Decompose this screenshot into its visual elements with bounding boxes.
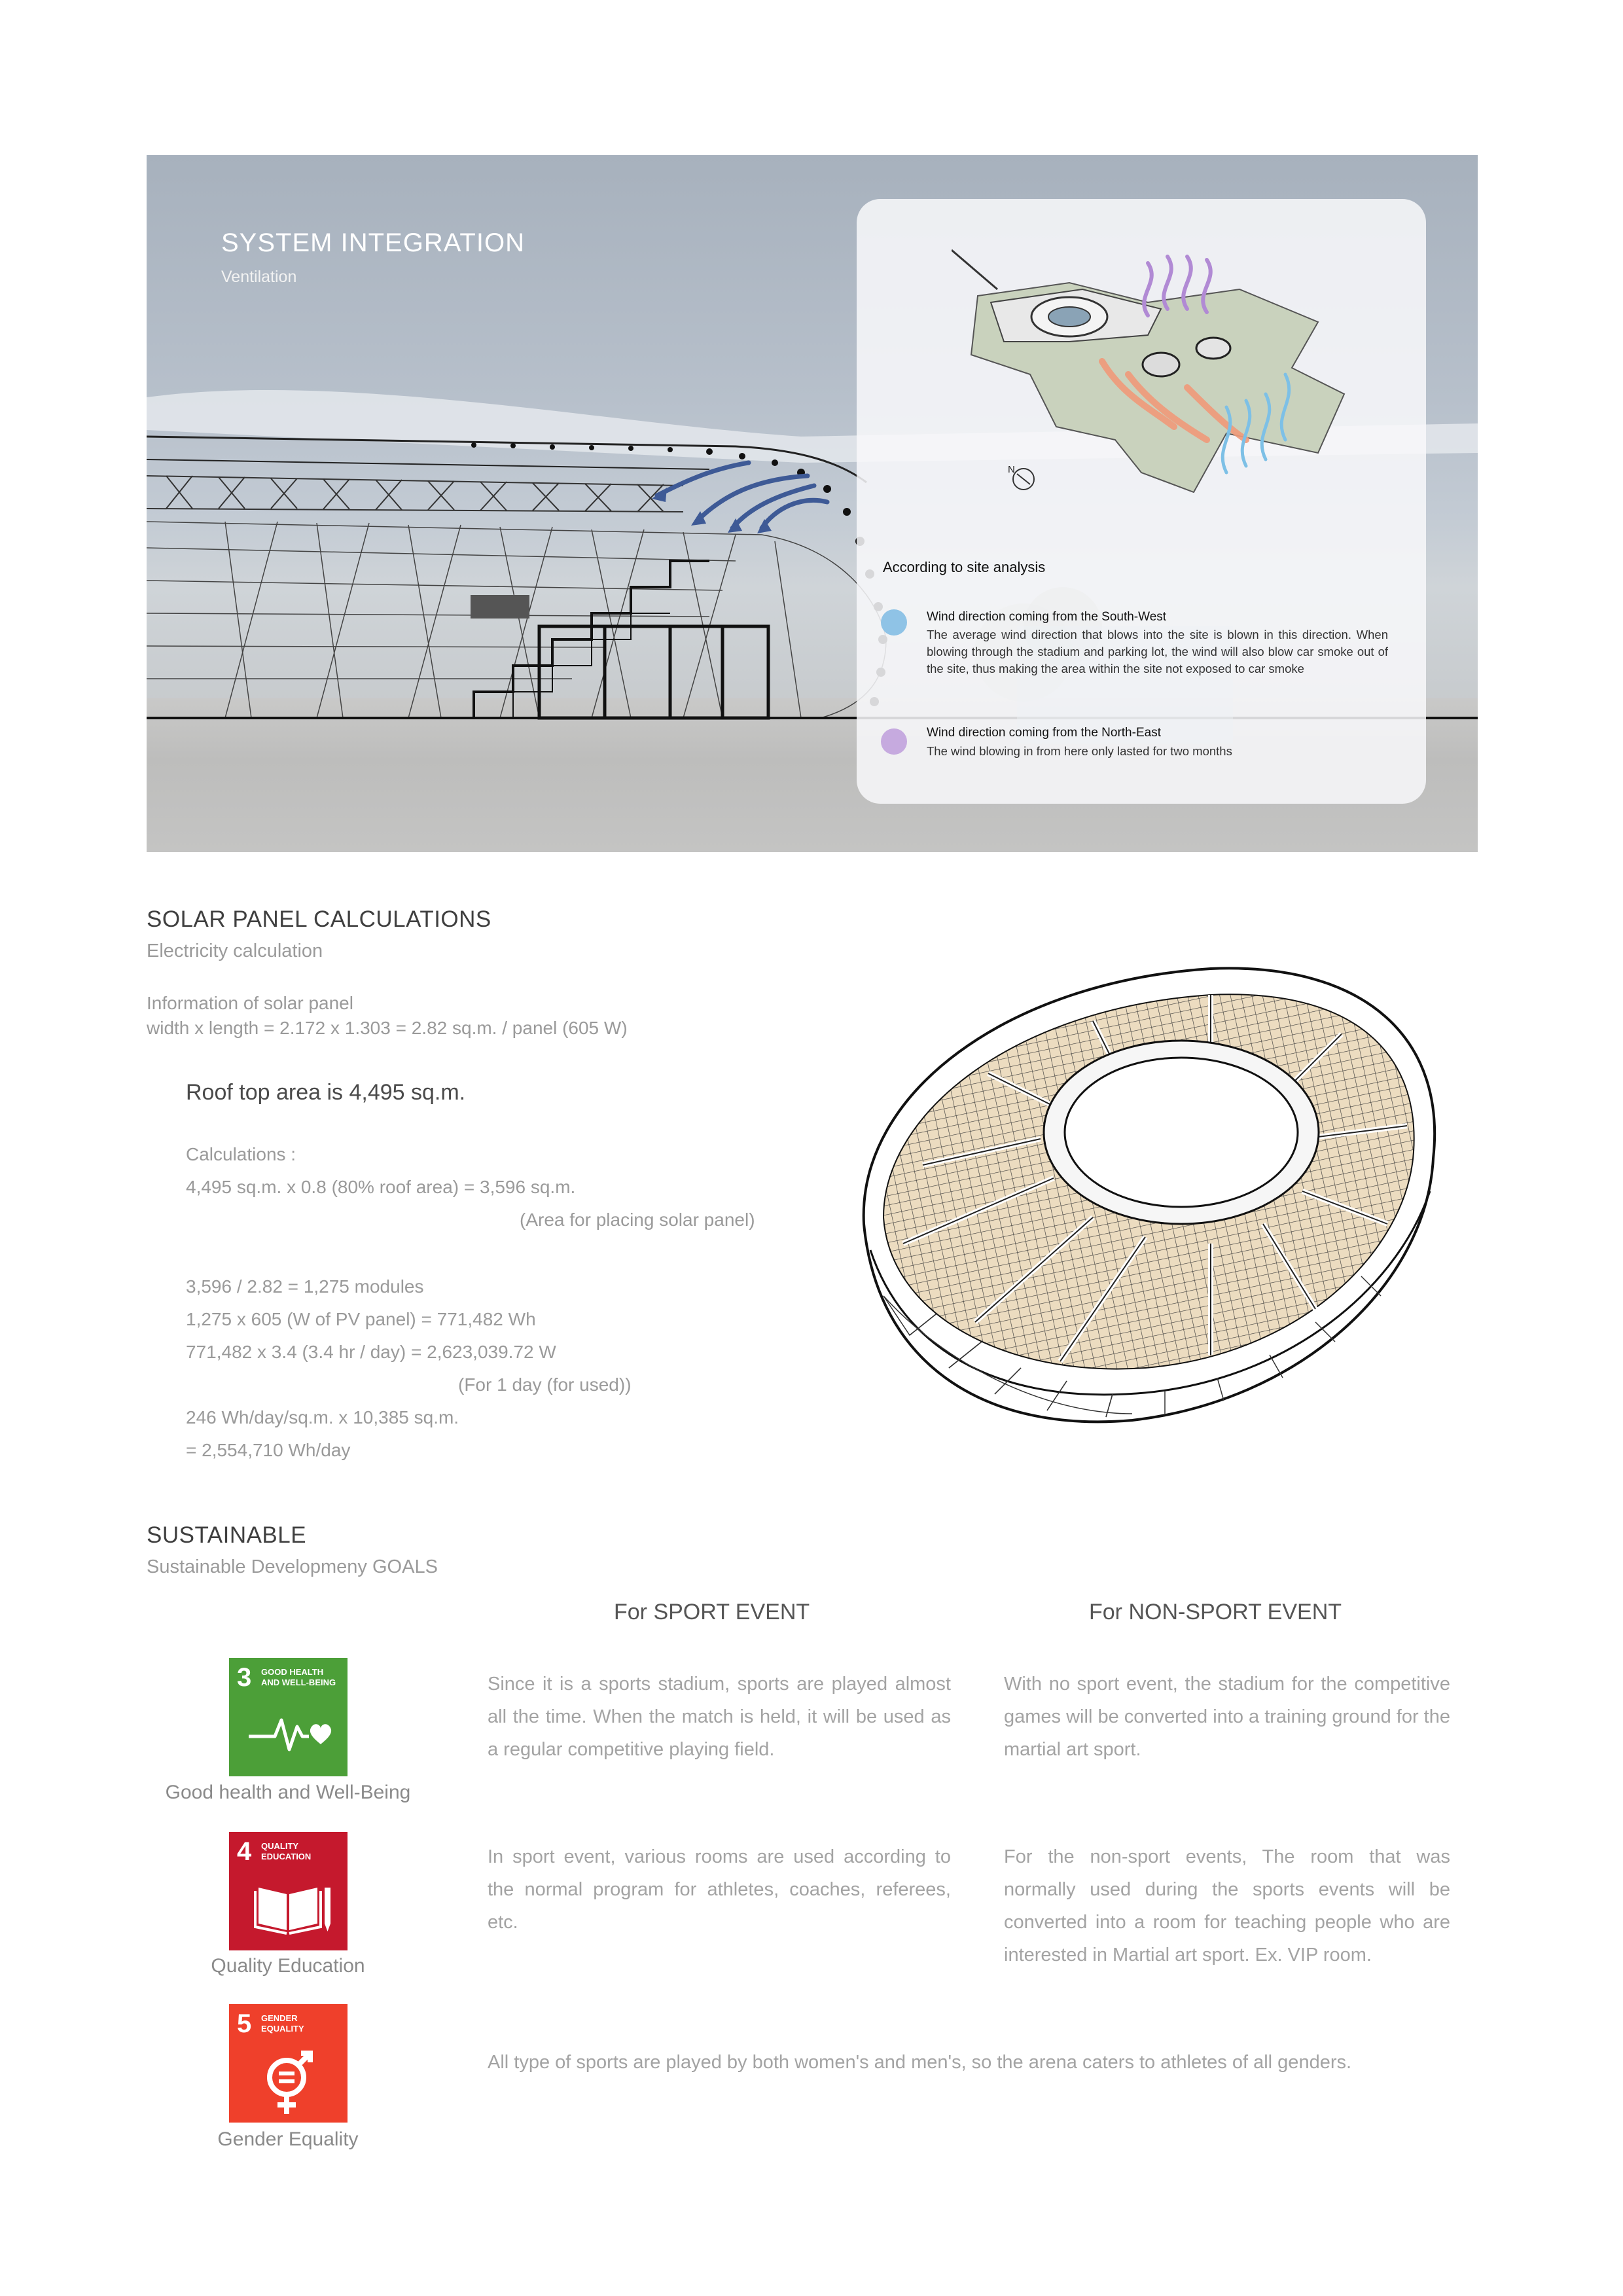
non-sport-event-health-text: With no sport event, the stadium for the competitive games will be converted into a training ground for the martial art sport. (1004, 1674, 1450, 1760)
sdg-section-title: SUSTAINABLE (147, 1522, 307, 1548)
sport-event-health-text: Since it is a sports stadium, sports are played almost all the time. When the match is held, it will be used as a regular competitive playing field. (488, 1674, 951, 1760)
calc-line: (For 1 day (for used)) (458, 1374, 632, 1395)
sdg-4-name: Quality Education (211, 1955, 365, 1977)
hero-title: SYSTEM INTEGRATION (221, 228, 525, 257)
sdg-4-tile (229, 1832, 348, 1950)
hero-subtitle: Ventilation (221, 268, 297, 286)
calc-line: 1,275 x 605 (W of PV panel) = 771,482 Wh (186, 1309, 536, 1329)
sdg-tile-label: GENDER EQUALITY (261, 2013, 304, 2034)
site-plan-axonometric (952, 243, 1377, 551)
solar-roof-dome-drawing (844, 942, 1459, 1460)
calc-line: 246 Wh/day/sq.m. x 10,385 sq.m. (186, 1407, 459, 1427)
column-heading-sport-event: For SPORT EVENT (614, 1600, 810, 1624)
legend-title-north-east: Wind direction coming from the North-East (927, 726, 1161, 740)
legend-text-south-west: The average wind direction that blows into the site is blown in this direction. When blowing through the stadium and parking lot, the wind will also blow car smoke out of the site, thus making the area within the site not exposed to car smoke (927, 628, 1388, 675)
sdg-tile-number: 3 (237, 1663, 252, 1692)
calc-line: = 2,554,710 Wh/day (186, 1440, 351, 1460)
sdg-tile-number: 4 (237, 1837, 252, 1866)
calc-line: 4,495 sq.m. x 0.8 (80% roof area) = 3,596 sq.m. (186, 1177, 576, 1197)
sdg-tile-number: 5 (237, 2009, 252, 2038)
sdg-3-tile (229, 1658, 348, 1776)
column-heading-non-sport-event: For NON-SPORT EVENT (1089, 1600, 1342, 1624)
calc-line: 3,596 / 2.82 = 1,275 modules (186, 1276, 424, 1297)
sdg-3-name: Good health and Well-Being (165, 1782, 411, 1803)
ventilation-hero-panel (147, 155, 1478, 852)
legend-dot-south-west (881, 609, 907, 636)
solar-section-title: SOLAR PANEL CALCULATIONS (147, 906, 491, 932)
compass-north-label: N (1008, 464, 1015, 475)
gender-symbol-icon (229, 2004, 348, 2123)
calc-line: 771,482 x 3.4 (3.4 hr / day) = 2,623,039.72 W (186, 1342, 556, 1362)
sdg-tile-label: QUALITY EDUCATION (261, 1841, 312, 1861)
solar-section-subtitle: Electricity calculation (147, 941, 323, 961)
sdg-section-subtitle: Sustainable Developmeny GOALS (147, 1556, 438, 1577)
heartbeat-icon (229, 1658, 348, 1776)
legend-title-south-west: Wind direction coming from the South-West (927, 610, 1167, 624)
gender-equality-text: All type of sports are played by both women's and men's, so the arena caters to athletes of all genders. (488, 2052, 1352, 2073)
legend-text-north-east: The wind blowing in from here only lasted for two months (927, 744, 1232, 758)
calc-line: (Area for placing solar panel) (520, 1210, 755, 1230)
solar-info-value: width x length = 2.172 x 1.303 = 2.82 sq.m. / panel (605 W) (147, 1018, 628, 1038)
sdg-5-name: Gender Equality (217, 2128, 359, 2150)
solar-info-heading: Information of solar panel (147, 993, 353, 1013)
roof-area-text: Roof top area is 4,495 sq.m. (186, 1080, 466, 1105)
sport-event-education-text: In sport event, various rooms are used according to the normal program for athletes, coaches, referees, etc. (488, 1846, 951, 1933)
non-sport-event-education-text: For the non-sport events, The room that was normally used during the sports events will be converted into a room for teaching people who are interested in Martial art sport. Ex. VIP room. (1004, 1846, 1450, 1965)
calc-line: Calculations : (186, 1144, 296, 1164)
legend-dot-north-east (881, 728, 907, 755)
site-analysis-label: According to site analysis (883, 559, 1046, 575)
sdg-tile-label: GOOD HEALTH AND WELL-BEING (261, 1667, 336, 1687)
book-pencil-icon (229, 1832, 348, 1950)
sdg-5-tile (229, 2004, 348, 2123)
